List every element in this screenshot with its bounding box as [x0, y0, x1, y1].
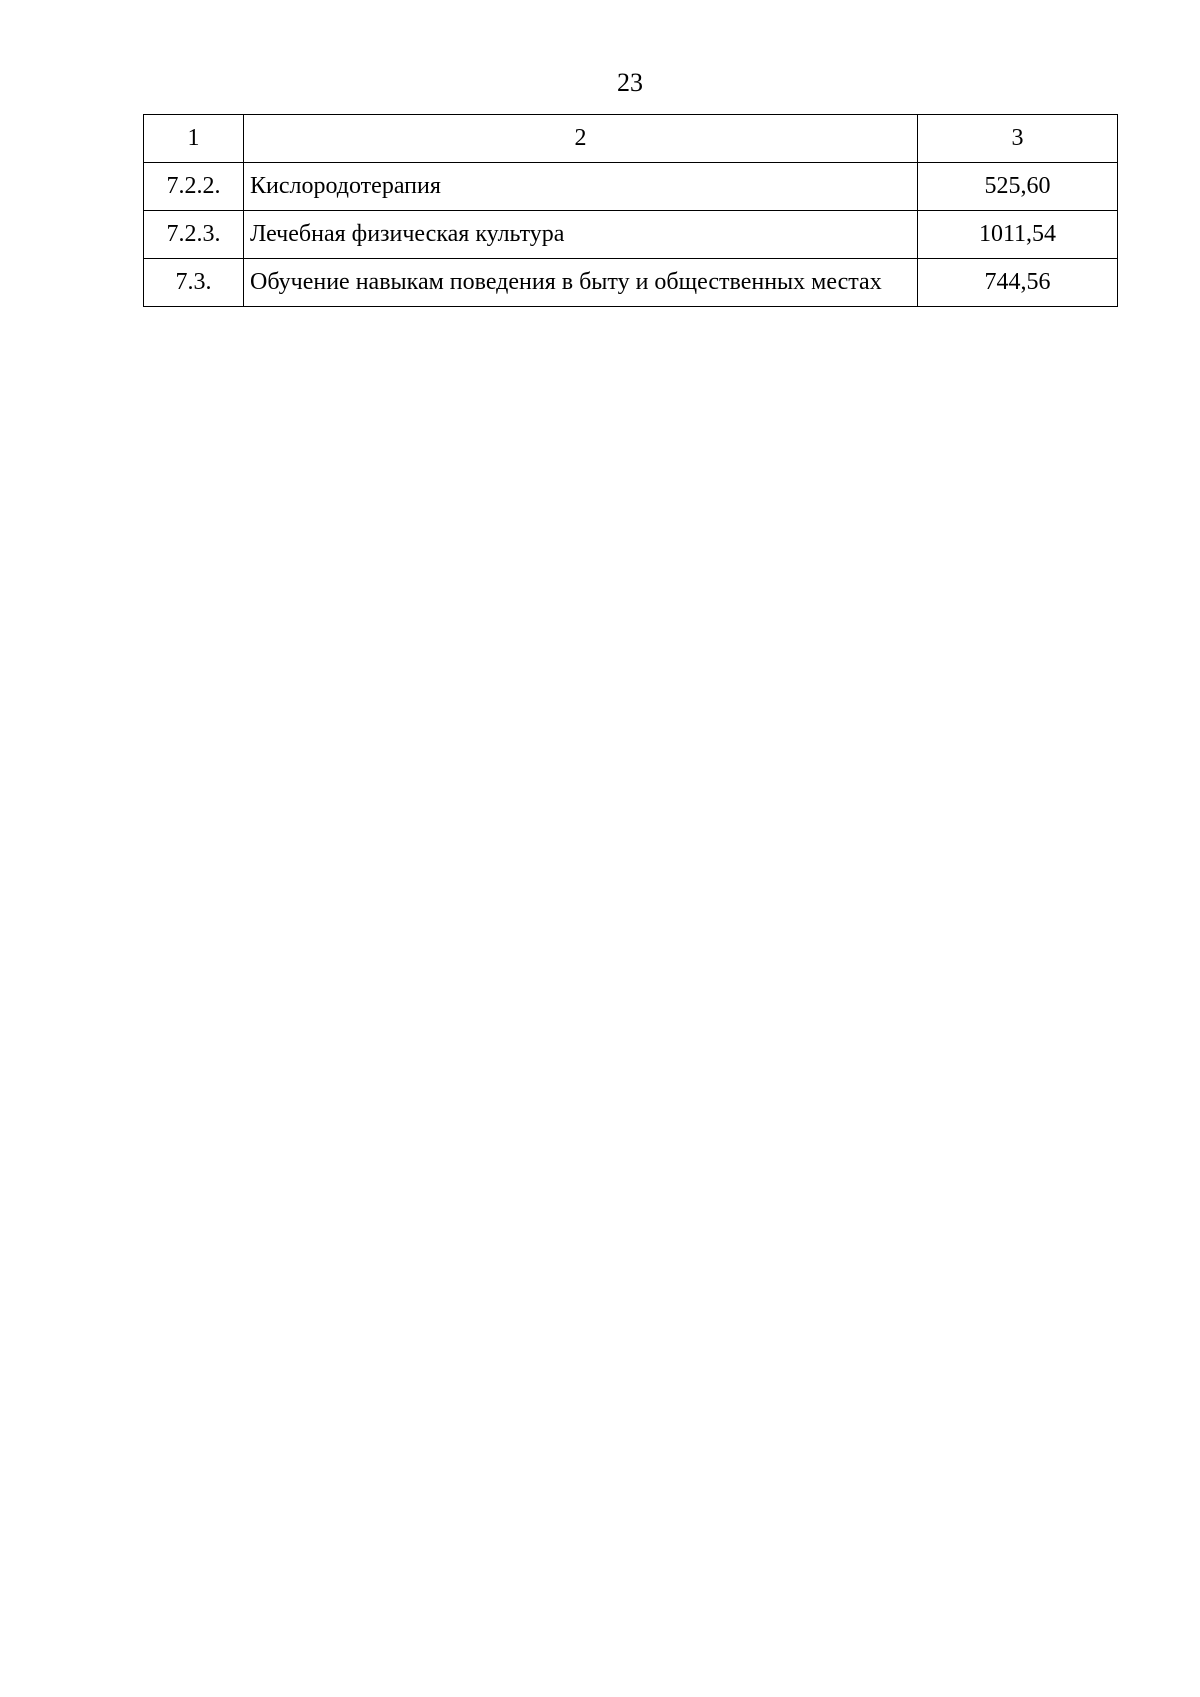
table-row: [144, 259, 1118, 307]
item-price: 525,60: [918, 163, 1118, 211]
column-header-1: 1: [144, 115, 244, 163]
item-number: 7.2.2.: [144, 163, 244, 211]
services-table: [143, 114, 1118, 307]
item-price: 744,56: [918, 259, 1118, 307]
column-header-3: 3: [918, 115, 1118, 163]
item-price: 1011,54: [918, 211, 1118, 259]
table-row: [144, 211, 1118, 259]
item-name: Обучение навыкам поведения в быту и общественных местах: [244, 259, 918, 307]
item-name: Лечебная физическая культура: [244, 211, 918, 259]
item-name: Кислородотерапия: [244, 163, 918, 211]
item-number: 7.2.3.: [144, 211, 244, 259]
table-row: [144, 163, 1118, 211]
item-number: 7.3.: [144, 259, 244, 307]
column-header-2: 2: [244, 115, 918, 163]
table-header-row: [144, 115, 1118, 163]
page-number: 23: [617, 68, 643, 97]
